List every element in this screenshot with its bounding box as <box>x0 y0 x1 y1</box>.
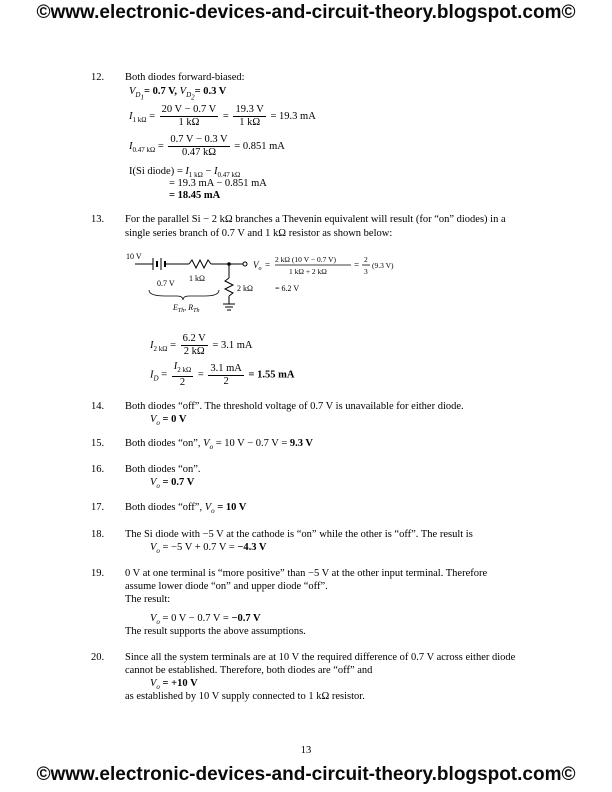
problem-12-i047k-eq: $I_{0.47 k\Omega}$ = $\frac{0.7 V - 0.3 V}{0.47 k\Omega}$ = 0.851 mA <box>129 134 285 158</box>
vo-eq-frac2-num: 2 <box>364 255 368 264</box>
problem-13-line2: single series branch of 0.7 V and 1 kΩ resistor as shown below: <box>125 228 393 239</box>
resistor-1k-label: 1 kΩ <box>189 274 205 283</box>
diode-voltage-label: 0.7 V <box>157 279 175 288</box>
svg-text:=: = <box>265 260 271 270</box>
thevenin-brace <box>149 290 219 300</box>
header-banner: ©www.electronic-devices-and-circuit-theory.blogspot.com© <box>36 2 576 23</box>
vo-node-value: = 6.2 V <box>275 284 300 293</box>
svg-text:=: = <box>354 260 360 270</box>
problem-14-number: 14. <box>91 401 105 412</box>
problem-12-vd-line: $V_{D_1}= 0.7$ V, $V_{D_2}= 0.3$ V <box>129 86 227 102</box>
footer-banner: ©www.electronic-devices-and-circuit-theory.blogspot.com© <box>36 764 576 785</box>
circuit-source-label: 10 V <box>126 252 142 261</box>
problem-17-line1: Both diodes “off”, $V_o = 10$ V <box>125 502 247 516</box>
problem-20-number: 20. <box>91 652 105 663</box>
problem-15-number: 15. <box>91 438 105 449</box>
vo-eq-tail: (9.3 V) <box>372 261 394 270</box>
problem-17-number: 17. <box>91 502 105 513</box>
resistor-1k-icon <box>189 260 211 268</box>
vo-eq-frac-den: 1 kΩ + 2 kΩ <box>289 267 327 276</box>
problem-19-line5: The result supports the above assumptions. <box>125 626 306 637</box>
problem-19-line1: 0 V at one terminal is “more positive” than −5 V at the other input terminal. Therefore <box>125 568 488 579</box>
problem-20-line4: as established by 10 V supply connected to 1 kΩ resistor. <box>125 691 365 702</box>
problem-19-number: 19. <box>91 568 105 579</box>
problem-20-line3: $V_o = +10$ V <box>150 678 198 692</box>
problem-14-line1: Both diodes “off”. The threshold voltage of 0.7 V is unavailable for either diode. <box>125 401 464 412</box>
vo-eq-lhs: $V_o$ <box>253 260 262 272</box>
problem-16-line2: $V_o = 0.7$ V <box>150 477 195 491</box>
thevenin-label: $E_{Th}$, $R_{Th}$ <box>173 303 200 314</box>
problem-12-isi-eq: I(Si diode) = $I_{1 k\Omega} - I_{0.47 k\Omega}$ <box>129 166 241 180</box>
vo-eq-frac2-den: 3 <box>364 267 368 276</box>
output-terminal-icon <box>243 262 247 266</box>
problem-19-line2: assume lower diode “on” and upper diode “off”. <box>125 581 328 592</box>
problem-13-number: 13. <box>91 214 105 225</box>
problem-19-line4: $V_o = 0$ V − 0.7 V = −0.7 V <box>150 613 261 627</box>
thevenin-circuit-diagram <box>125 248 405 318</box>
problem-12-intro: Both diodes forward-biased: <box>125 72 245 83</box>
problem-13-i2k-eq: $I_{2 k\Omega}$ = $\frac{6.2 V}{2 k\Omega}$ = 3.1 mA <box>150 333 253 357</box>
problem-20-line1: Since all the system terminals are at 10 V the required difference of 0.7 V across either diode <box>125 652 516 663</box>
problem-18-number: 18. <box>91 529 105 540</box>
problem-15-line1: Both diodes “on”, $V_o = 10$ V − 0.7 V = 9.3 V <box>125 438 314 452</box>
ground-icon <box>223 304 235 310</box>
problem-12-isi-step: = 19.3 mA − 0.851 mA <box>169 178 267 189</box>
vo-eq-frac-num: 2 kΩ (10 V − 0.7 V) <box>275 255 336 264</box>
problem-14-line2: $V_o = 0$ V <box>150 414 187 428</box>
problem-13-id-eq: $I_D$ = $\frac{I_{2 k\Omega}}{2}$ = $\frac{3.1 mA}{2}$ = 1.55 mA <box>150 361 295 389</box>
problem-18-line2: $V_o = -5$ V + 0.7 V = −4.3 V <box>150 542 267 556</box>
problem-20-line2: cannot be established. Therefore, both diodes are “off” and <box>125 665 373 676</box>
problem-13-line1: For the parallel Si − 2 kΩ branches a Thevenin equivalent will result (for “on” diodes) in a <box>125 214 506 225</box>
problem-19-line3: The result: <box>125 594 171 605</box>
problem-12-isi-result: = 18.45 mA <box>169 190 221 201</box>
problem-16-number: 16. <box>91 464 105 475</box>
problem-12-i1k-eq: $I_{1 k\Omega}$ = $\frac{20 V - 0.7 V}{1 k\Omega}$ = $\frac{19.3 V}{1 k\Omega}$ = 19.3 mA <box>129 104 316 128</box>
resistor-2k-icon <box>225 278 233 296</box>
problem-16-line1: Both diodes “on”. <box>125 464 201 475</box>
problem-12-number: 12. <box>91 72 105 83</box>
battery-icon <box>153 258 165 270</box>
page-number: 13 <box>300 745 312 756</box>
resistor-2k-label: 2 kΩ <box>237 284 253 293</box>
problem-18-line1: The Si diode with −5 V at the cathode is “on” while the other is “off”. The result is <box>125 529 473 540</box>
